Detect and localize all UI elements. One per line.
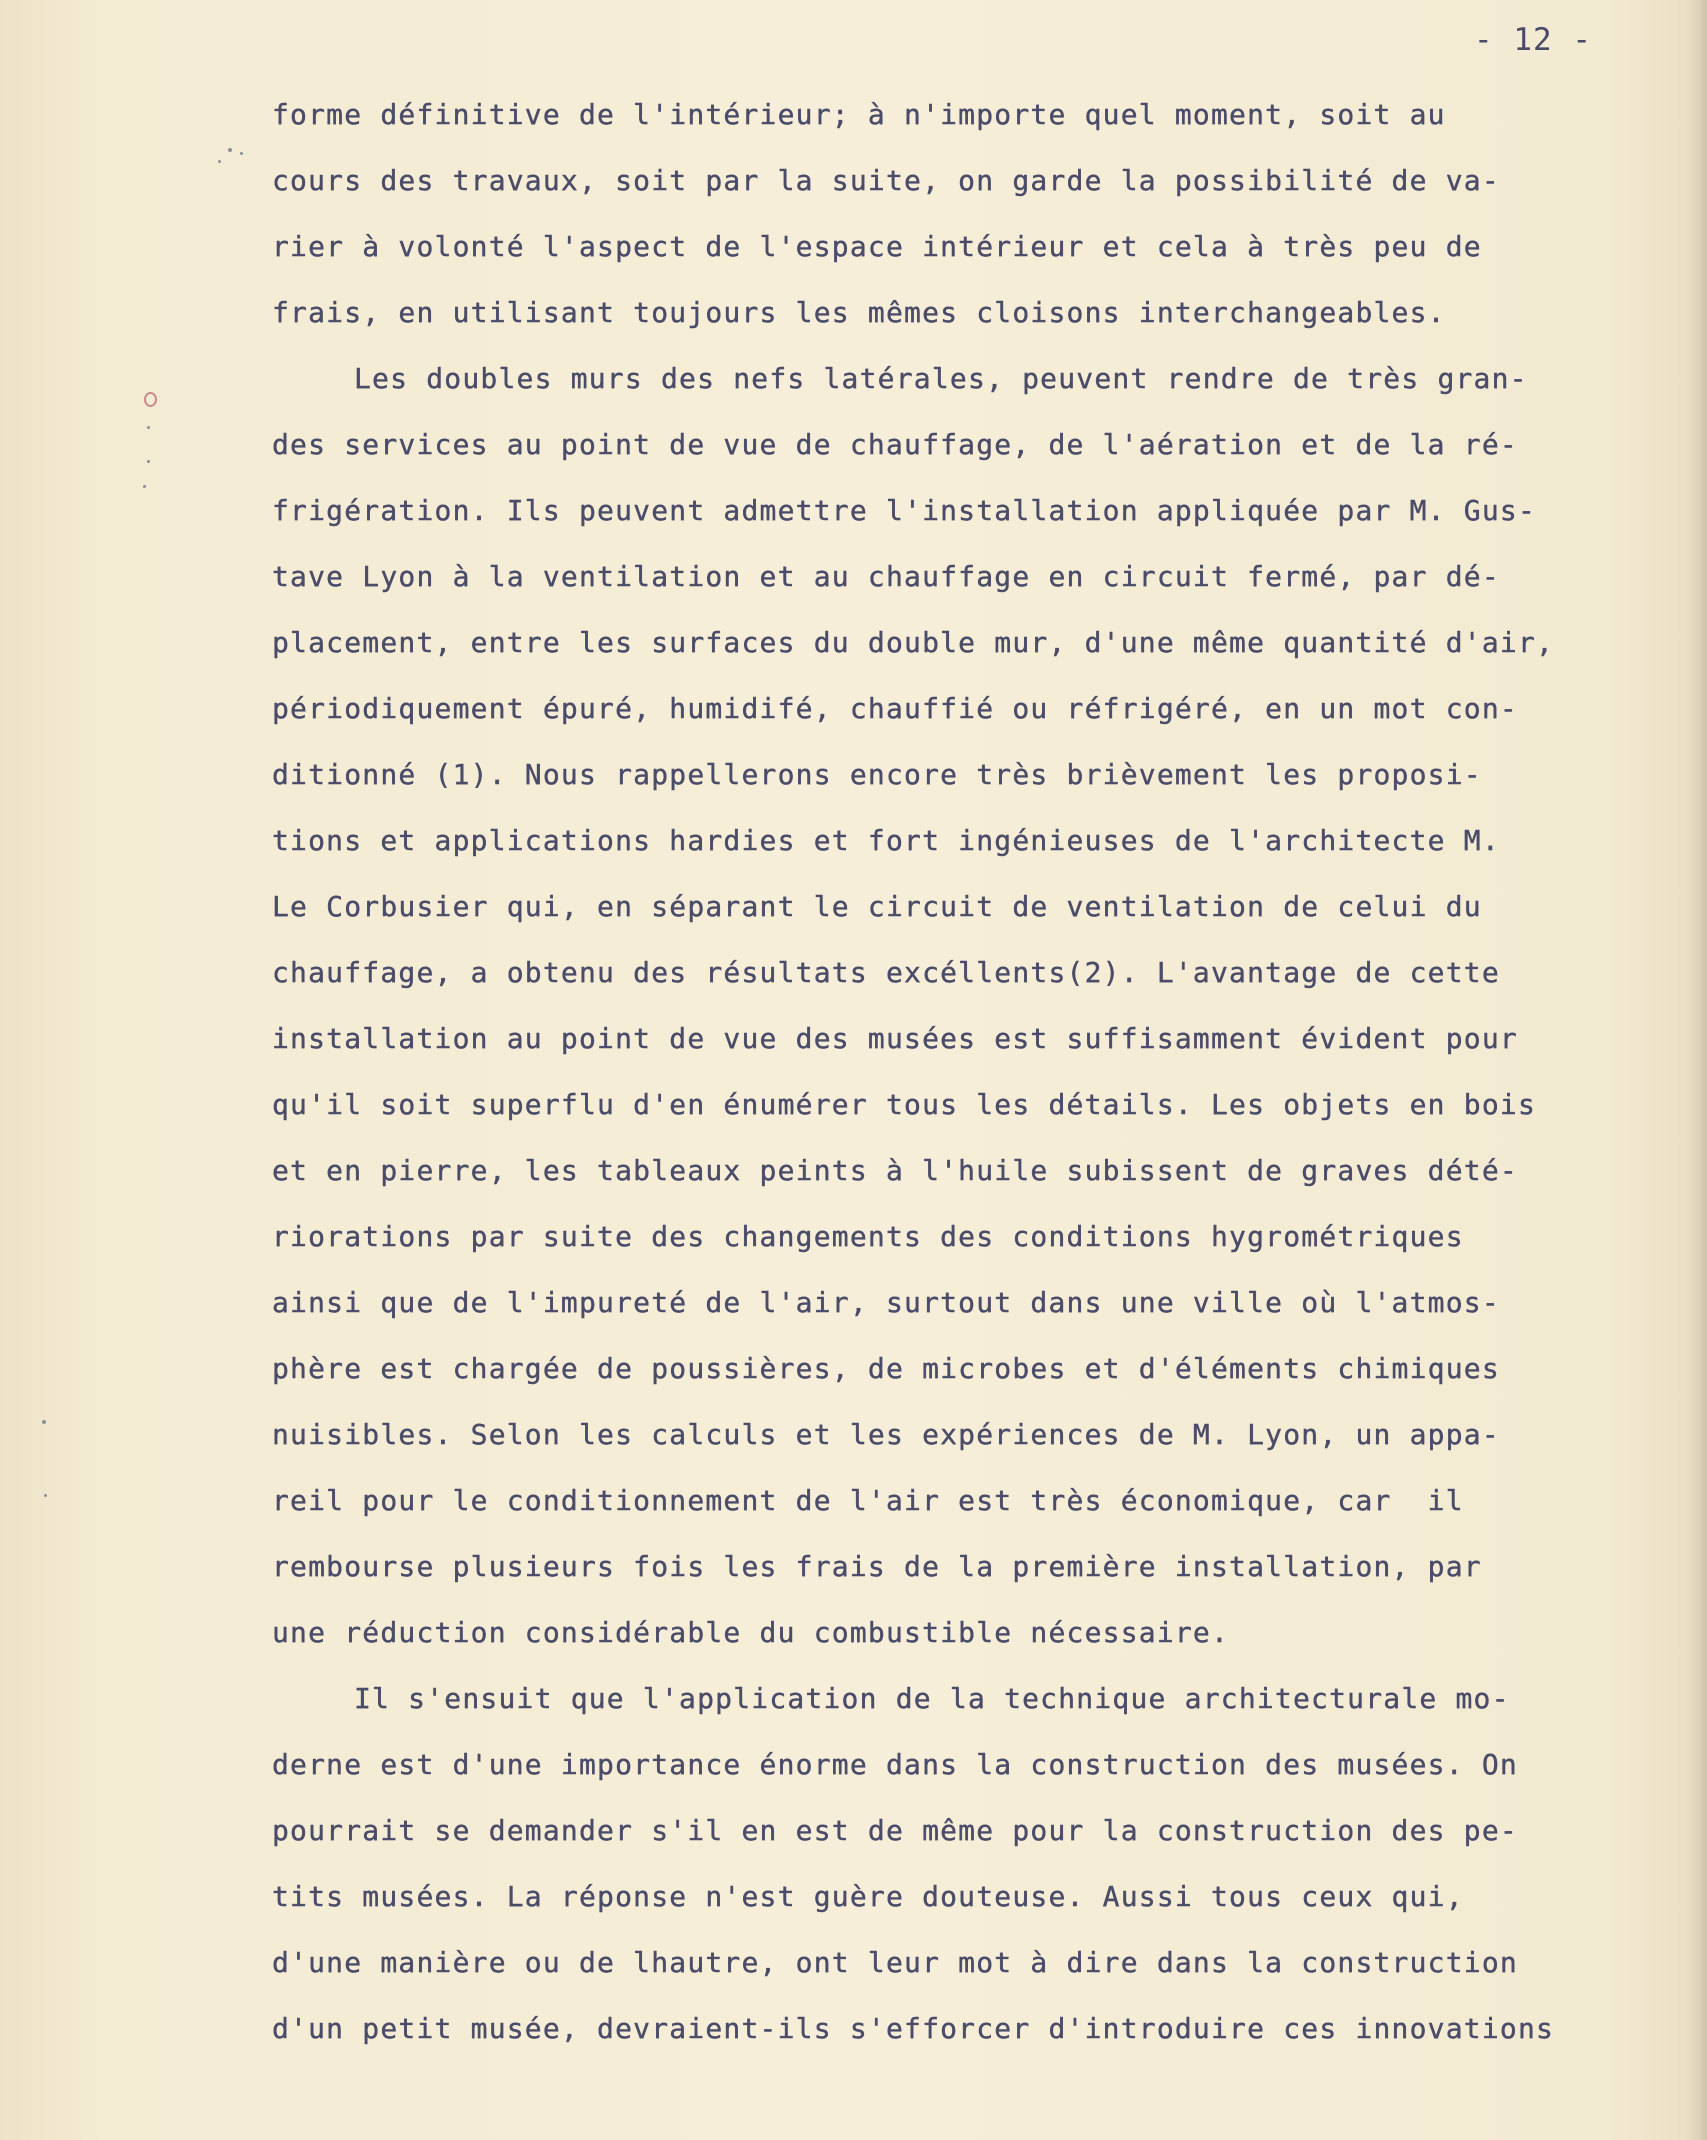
text-line: derne est d'une importance énorme dans la construction des musées. On: [272, 1748, 1518, 1781]
text-line: cours des travaux, soit par la suite, on garde la possibilité de va-: [272, 164, 1500, 197]
text-line: forme définitive de l'intérieur; à n'importe quel moment, soit au: [272, 98, 1446, 131]
text-line: tions et applications hardies et fort ingénieuses de l'architecte M.: [272, 824, 1500, 857]
margin-ring-mark: [144, 392, 157, 407]
text-line: des services au point de vue de chauffage, de l'aération et de la ré-: [272, 428, 1518, 461]
margin-speck: [44, 1494, 47, 1497]
margin-speck: [147, 460, 150, 463]
text-line: phère est chargée de poussières, de microbes et d'éléments chimiques: [272, 1352, 1500, 1385]
margin-speck: [228, 148, 232, 152]
text-line: qu'il soit superflu d'en énumérer tous les détails. Les objets en bois: [272, 1088, 1537, 1121]
text-line: Il s'ensuit que l'application de la technique architecturale mo-: [354, 1682, 1510, 1715]
text-line: d'un petit musée, devraient-ils s'efforcer d'introduire ces innovations: [272, 2012, 1555, 2045]
text-line: reil pour le conditionnement de l'air est très économique, car il: [272, 1484, 1464, 1517]
text-line: ainsi que de l'impureté de l'air, surtout dans une ville où l'atmos-: [272, 1286, 1500, 1319]
text-line: nuisibles. Selon les calculs et les expériences de M. Lyon, un appa-: [272, 1418, 1500, 1451]
text-line: et en pierre, les tableaux peints à l'huile subissent de graves dété-: [272, 1154, 1518, 1187]
text-line: périodiquement épuré, humidifé, chauffié ou réfrigéré, en un mot con-: [272, 692, 1518, 725]
margin-speck: [42, 1420, 46, 1424]
text-line: rembourse plusieurs fois les frais de la première installation, par: [272, 1550, 1482, 1583]
text-line: frais, en utilisant toujours les mêmes cloisons interchangeables.: [272, 296, 1446, 329]
text-line: rier à volonté l'aspect de l'espace intérieur et cela à très peu de: [272, 230, 1482, 263]
margin-speck: [147, 426, 150, 429]
text-line: riorations par suite des changements des conditions hygrométriques: [272, 1220, 1464, 1253]
page-number: - 12 -: [1474, 22, 1592, 58]
text-line: Les doubles murs des nefs latérales, peuvent rendre de très gran-: [354, 362, 1528, 395]
text-line: chauffage, a obtenu des résultats excéllents(2). L'avantage de cette: [272, 956, 1500, 989]
text-line: Le Corbusier qui, en séparant le circuit de ventilation de celui du: [272, 890, 1482, 923]
text-line: tave Lyon à la ventilation et au chauffage en circuit fermé, par dé-: [272, 560, 1500, 593]
margin-speck: [143, 485, 146, 488]
text-line: pourrait se demander s'il en est de même pour la construction des pe-: [272, 1814, 1518, 1847]
margin-speck: [218, 160, 221, 163]
text-line: tits musées. La réponse n'est guère douteuse. Aussi tous ceux qui,: [272, 1880, 1464, 1913]
body-text: [272, 82, 1692, 2062]
text-line: installation au point de vue des musées est suffisamment évident pour: [272, 1022, 1518, 1055]
text-line: d'une manière ou de lhautre, ont leur mot à dire dans la construction: [272, 1946, 1518, 1979]
text-line: ditionné (1). Nous rappellerons encore très brièvement les proposi-: [272, 758, 1482, 791]
text-line: placement, entre les surfaces du double mur, d'une même quantité d'air,: [272, 626, 1555, 659]
text-line: une réduction considérable du combustible nécessaire.: [272, 1616, 1230, 1649]
margin-speck: [240, 152, 243, 155]
text-line: frigération. Ils peuvent admettre l'installation appliquée par M. Gus-: [272, 494, 1537, 527]
